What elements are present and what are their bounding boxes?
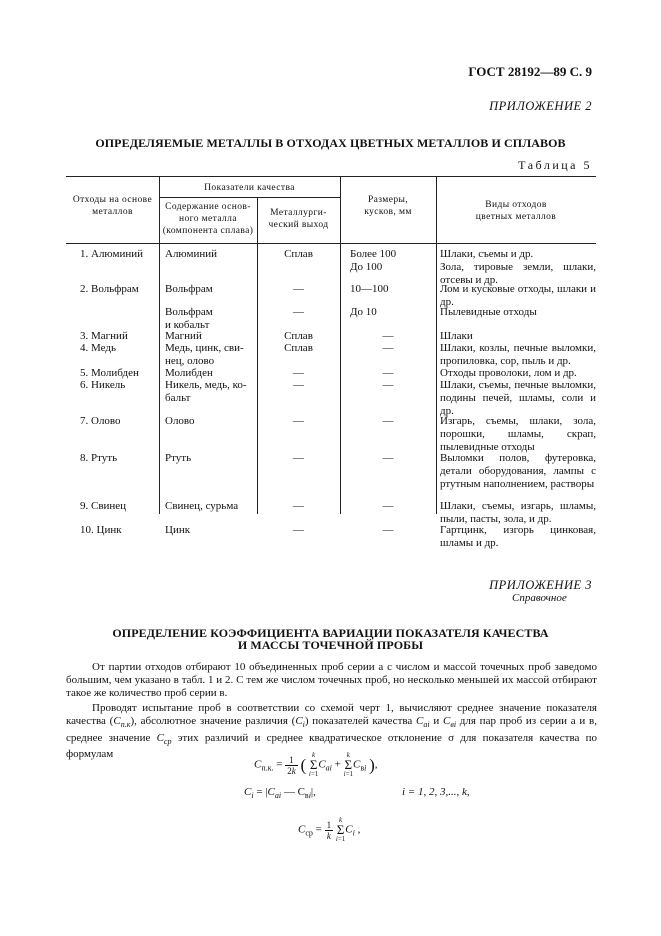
cell-size: — — [382, 342, 394, 354]
header-size: Размеры, кусков, мм — [364, 195, 412, 217]
cell-content: Ртуть — [165, 452, 192, 464]
cell-yield: — — [293, 452, 304, 464]
cell-type: Шлаки — [440, 330, 473, 342]
cell-waste: 3. Магний — [80, 330, 128, 342]
cell-yield: — — [293, 367, 304, 379]
table-label: Таблица 5 — [518, 158, 592, 172]
appendix3-title-line2: И МАССЫ ТОЧЕЧНОЙ ПРОБЫ — [237, 638, 424, 652]
cell-yield: Сплав — [284, 342, 313, 354]
cell-waste: 8. Ртуть — [80, 452, 118, 464]
cell-waste: 7. Олово — [80, 415, 121, 427]
cell-waste: 5. Молибден — [80, 367, 139, 379]
cell-content: Вольфрам — [165, 283, 213, 295]
header-waste-types: Виды отходов цветных металлов — [475, 200, 557, 222]
cell-size: — — [382, 524, 394, 536]
paragraph-testing-text-e: для пар проб из серии а и в, среднее значение — [66, 715, 597, 744]
cell-type: Выломки полов, футеровка, детали оборудования, лампы с ртутным наполнением, растворы — [440, 452, 596, 490]
formula-csr: $C_{ср}$ = $\frac{1}{k}$ k Σ $i=1C_i$ , — [298, 816, 361, 843]
header-main-content: Содержание основ- ного металла (компонента сплава) — [162, 202, 254, 236]
appendix2-label: ПРИЛОЖЕНИЕ 2 — [489, 99, 592, 113]
paragraph-testing-text-c: ) показателей качества — [304, 715, 417, 728]
appendix3-sublabel: Справочное — [512, 592, 567, 604]
cell-type: Гартцинк, изгорь цинковая, шламы и др. — [440, 524, 596, 549]
cell-size: — — [382, 330, 394, 342]
cell-waste: 6. Никель — [80, 379, 126, 391]
cell-waste: 9. Свинец — [80, 500, 127, 512]
header-waste-base: Отходы на основе металлов — [72, 195, 153, 217]
cell-type: Пылевидные отходы — [440, 306, 537, 318]
cell-waste: 1. Алюминий — [80, 248, 144, 260]
cell-waste: 4. Медь — [80, 342, 116, 354]
cell-type: Шлаки, козлы, печные выломки, пропиловка, сор, пыль и др. — [440, 342, 596, 367]
cell-size: — — [382, 500, 394, 512]
header-quality-group: Показатели качества — [204, 183, 295, 193]
formula-range: i = 1, 2, 3,..., k, — [402, 786, 470, 798]
cell-yield: — — [293, 283, 304, 295]
paragraph-testing-text-b: ), абсолютное значение различия ( — [130, 715, 296, 728]
appendix3-title-line1: ОПРЕДЕЛЕНИЕ КОЭФФИЦИЕНТА ВАРИАЦИИ ПОКАЗАТЕЛЯ КАЧЕСТВА — [112, 626, 549, 640]
cell-type: Изгарь, съемы, шлаки, зола, порошки, шламы, скрап, пылевидные отходы — [440, 415, 596, 453]
cell-yield: — — [293, 524, 304, 536]
formula-ci: $C_i = |C_{ai}$ — $C_{вi}|$, — [244, 786, 316, 801]
cell-size: 10—100 — [350, 283, 389, 295]
cell-content: Свинец, сурьма — [165, 500, 239, 512]
symbol-cai: $C_{ai}$ — [416, 715, 430, 730]
cell-size: Более 100 До 100 — [350, 248, 397, 273]
paragraph-sampling-text: От партии отходов отбирают 10 объединенных проб серии а с числом и массой точечных проб заведомо большим, чем указано в табл. 1 и 2. С тем же числом точечных проб, но несколько меньшей их массой отбирают такое же количество проб серии в. — [66, 661, 597, 700]
cell-size: — — [382, 367, 394, 379]
cell-yield: — — [293, 379, 304, 391]
cell-type: Отходы проволоки, лом и др. — [440, 367, 577, 379]
appendix2-title: ОПРЕДЕЛЯЕМЫЕ МЕТАЛЛЫ В ОТХОДАХ ЦВЕТНЫХ МЕТАЛЛОВ И СПЛАВОВ — [95, 136, 566, 150]
cell-yield: — — [293, 500, 304, 512]
symbol-csr: $C_{ср}$ — [156, 731, 172, 746]
cell-content: Алюминий — [165, 248, 218, 260]
cell-yield: Сплав — [284, 248, 313, 260]
cell-content: Цинк — [165, 524, 191, 536]
paragraph-testing-text-f: этих различий и среднее квадратическое отклонение σ для показателя качества по формулам — [66, 731, 597, 760]
symbol-cvi: $C_{вi}$ — [443, 715, 457, 730]
cell-content: Медь, цинк, сви- нец, олово — [165, 342, 244, 367]
cell-content: Магний — [165, 330, 202, 342]
symbol-cpk: $C_{п.к}$ — [113, 715, 131, 730]
appendix3-label: ПРИЛОЖЕНИЕ 3 — [489, 578, 592, 592]
cell-size: До 10 — [350, 306, 377, 318]
formula-cpk: $C_{п.к.}$ = $\frac{1}{2k}$ ( k Σ $i=1C_{ai} + k$ Σ $i=1C_{вi}$ ), — [254, 751, 378, 778]
cell-content: Олово — [165, 415, 195, 427]
cell-yield: Сплав — [284, 330, 313, 342]
cell-size: — — [382, 415, 394, 427]
cell-waste: 2. Вольфрам — [80, 283, 139, 295]
cell-type: Шлаки, съемы, изгарь, шламы, пыли, пасты, зола, и др. — [440, 500, 596, 525]
symbol-ci: $C_i$ — [295, 715, 305, 730]
cell-yield: — — [293, 306, 304, 318]
cell-content: Никель, медь, ко- бальт — [165, 379, 247, 404]
cell-type: Лом и кусковые отходы, шлаки и др. — [440, 283, 596, 308]
header-metallurgical-yield: Металлурги- ческий выход — [268, 208, 329, 230]
cell-size: — — [382, 379, 394, 391]
cell-size: — — [382, 452, 394, 464]
cell-type: Шлаки, съемы и др. Зола, тировые земли, шлаки, отсевы и др. — [440, 248, 596, 286]
paragraph-testing-text-a: Проводят испытание проб в соответствии со схемой черт 1, вычисляют среднее значение показателя качества ( — [66, 702, 597, 728]
cell-type: Шлаки, съемы, печные выломки, подины печей, шламы, соли и др. — [440, 379, 596, 417]
paragraph-sampling — [66, 661, 597, 701]
cell-yield: — — [293, 415, 304, 427]
page-header: ГОСТ 28192—89 С. 9 — [468, 64, 592, 79]
cell-content: Вольфрам и кобальт — [165, 306, 213, 331]
cell-waste: 10. Цинк — [80, 524, 122, 536]
cell-content: Молибден — [165, 367, 213, 379]
paragraph-testing-text-d: и — [429, 715, 443, 728]
